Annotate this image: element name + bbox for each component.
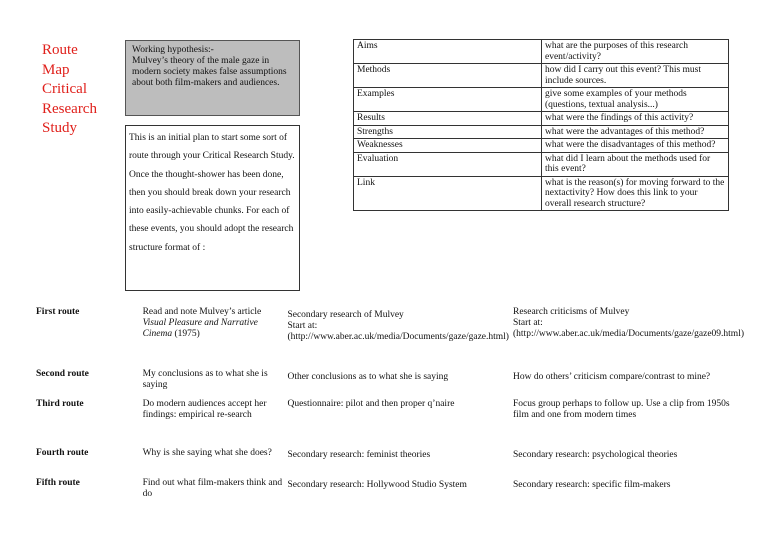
route-step-1: Why is she saying what she does?	[142, 448, 272, 458]
structure-key: Weaknesses	[354, 139, 542, 153]
structure-desc: give some examples of your methods (questions, textual analysis...)	[542, 88, 729, 112]
route-row-first	[34, 307, 746, 369]
route-label: Third route	[36, 399, 84, 409]
route-step-3: How do others’ criticism compare/contrast to mine?	[513, 372, 711, 382]
route-step-3: Focus group perhaps to follow up. Use a clip from 1950s film and one from modern times	[513, 399, 730, 420]
route-row-fifth	[34, 478, 746, 508]
structure-key: Strengths	[354, 125, 542, 139]
structure-key: Methods	[354, 64, 542, 88]
structure-desc: what are the purposes of this research event/activity?	[542, 40, 729, 64]
title-line: Study	[42, 120, 78, 136]
route-step-text: Read and note Mulvey’s article	[142, 307, 262, 317]
route-step-2: Secondary research: feminist theories	[287, 450, 431, 460]
structure-row	[354, 152, 729, 176]
route-step-2: Questionnaire: pilot and then proper q’naire	[287, 399, 455, 409]
structure-desc: what were the disadvantages of this method?	[542, 139, 729, 153]
route-step-3: Secondary research: psychological theories	[513, 450, 678, 460]
route-step-2: Secondary research: Hollywood Studio System	[287, 480, 467, 490]
structure-row	[354, 40, 729, 64]
structure-desc: what were the findings of this activity?	[542, 112, 729, 126]
hypothesis-box	[125, 40, 300, 116]
route-step-1: Do modern audiences accept her findings: empirical re-search	[142, 399, 267, 420]
page-title	[42, 41, 122, 139]
research-structure-table	[353, 39, 729, 211]
structure-key: Evaluation	[354, 152, 542, 176]
intro-box	[125, 125, 300, 291]
structure-row	[354, 176, 729, 211]
route-row-second	[34, 369, 746, 399]
structure-key: Results	[354, 112, 542, 126]
hypothesis-text: Mulvey’s theory of the male gaze in modern society makes false assumptions about both film-makers and audiences.	[132, 56, 287, 88]
routes-table	[34, 307, 746, 508]
structure-desc: what is the reason(s) for moving forward to the nextactivity? How does this link to your overall research structure?	[542, 176, 729, 211]
structure-row	[354, 64, 729, 88]
structure-row	[354, 139, 729, 153]
structure-desc: what were the advantages of this method?	[542, 125, 729, 139]
route-step-3: Secondary research: specific film-makers	[513, 480, 671, 490]
route-step-1: My conclusions as to what she is saying	[142, 369, 268, 390]
intro-text: This is an initial plan to start some sort of route through your Critical Research Study. Once the thought-shower has been done, then you should break down your research into easily-achievable chunks. For each of these events, you should adopt the research structure format of :	[129, 133, 295, 253]
structure-row	[354, 112, 729, 126]
article-title: Visual Pleasure and Narrative Cinema	[142, 318, 258, 339]
route-step-2: Other conclusions as to what she is saying	[287, 372, 449, 382]
structure-desc: how did I carry out this event? This must include sources.	[542, 64, 729, 88]
structure-row	[354, 125, 729, 139]
route-row-third	[34, 399, 746, 448]
title-line: Critical	[42, 81, 87, 97]
structure-desc: what did I learn about the methods used for this event?	[542, 152, 729, 176]
route-step-2: Secondary research of Mulvey Start at: (http://www.aber.ac.uk/media/Documents/gaze/gaze.html)	[287, 310, 509, 342]
route-row-fourth	[34, 448, 746, 478]
structure-row	[354, 88, 729, 112]
article-year: (1975)	[172, 329, 200, 339]
route-label: Fourth route	[36, 448, 89, 458]
route-label: Second route	[36, 369, 89, 379]
structure-key: Examples	[354, 88, 542, 112]
route-label: Fifth route	[36, 478, 80, 488]
route-step-3: Research criticisms of Mulvey Start at: (http://www.aber.ac.uk/media/Documents/gaze/gaze09.html)	[513, 307, 745, 339]
title-line: Map	[42, 61, 70, 78]
hypothesis-heading: Working hypothesis:-	[132, 45, 214, 55]
route-step-1: Find out what film-makers think and do	[142, 478, 283, 499]
structure-key: Aims	[354, 40, 542, 64]
structure-key: Link	[354, 176, 542, 211]
route-label: First route	[36, 307, 80, 317]
route-step-1	[141, 307, 286, 369]
title-line: Route	[42, 42, 78, 58]
title-line: Research	[42, 100, 97, 117]
